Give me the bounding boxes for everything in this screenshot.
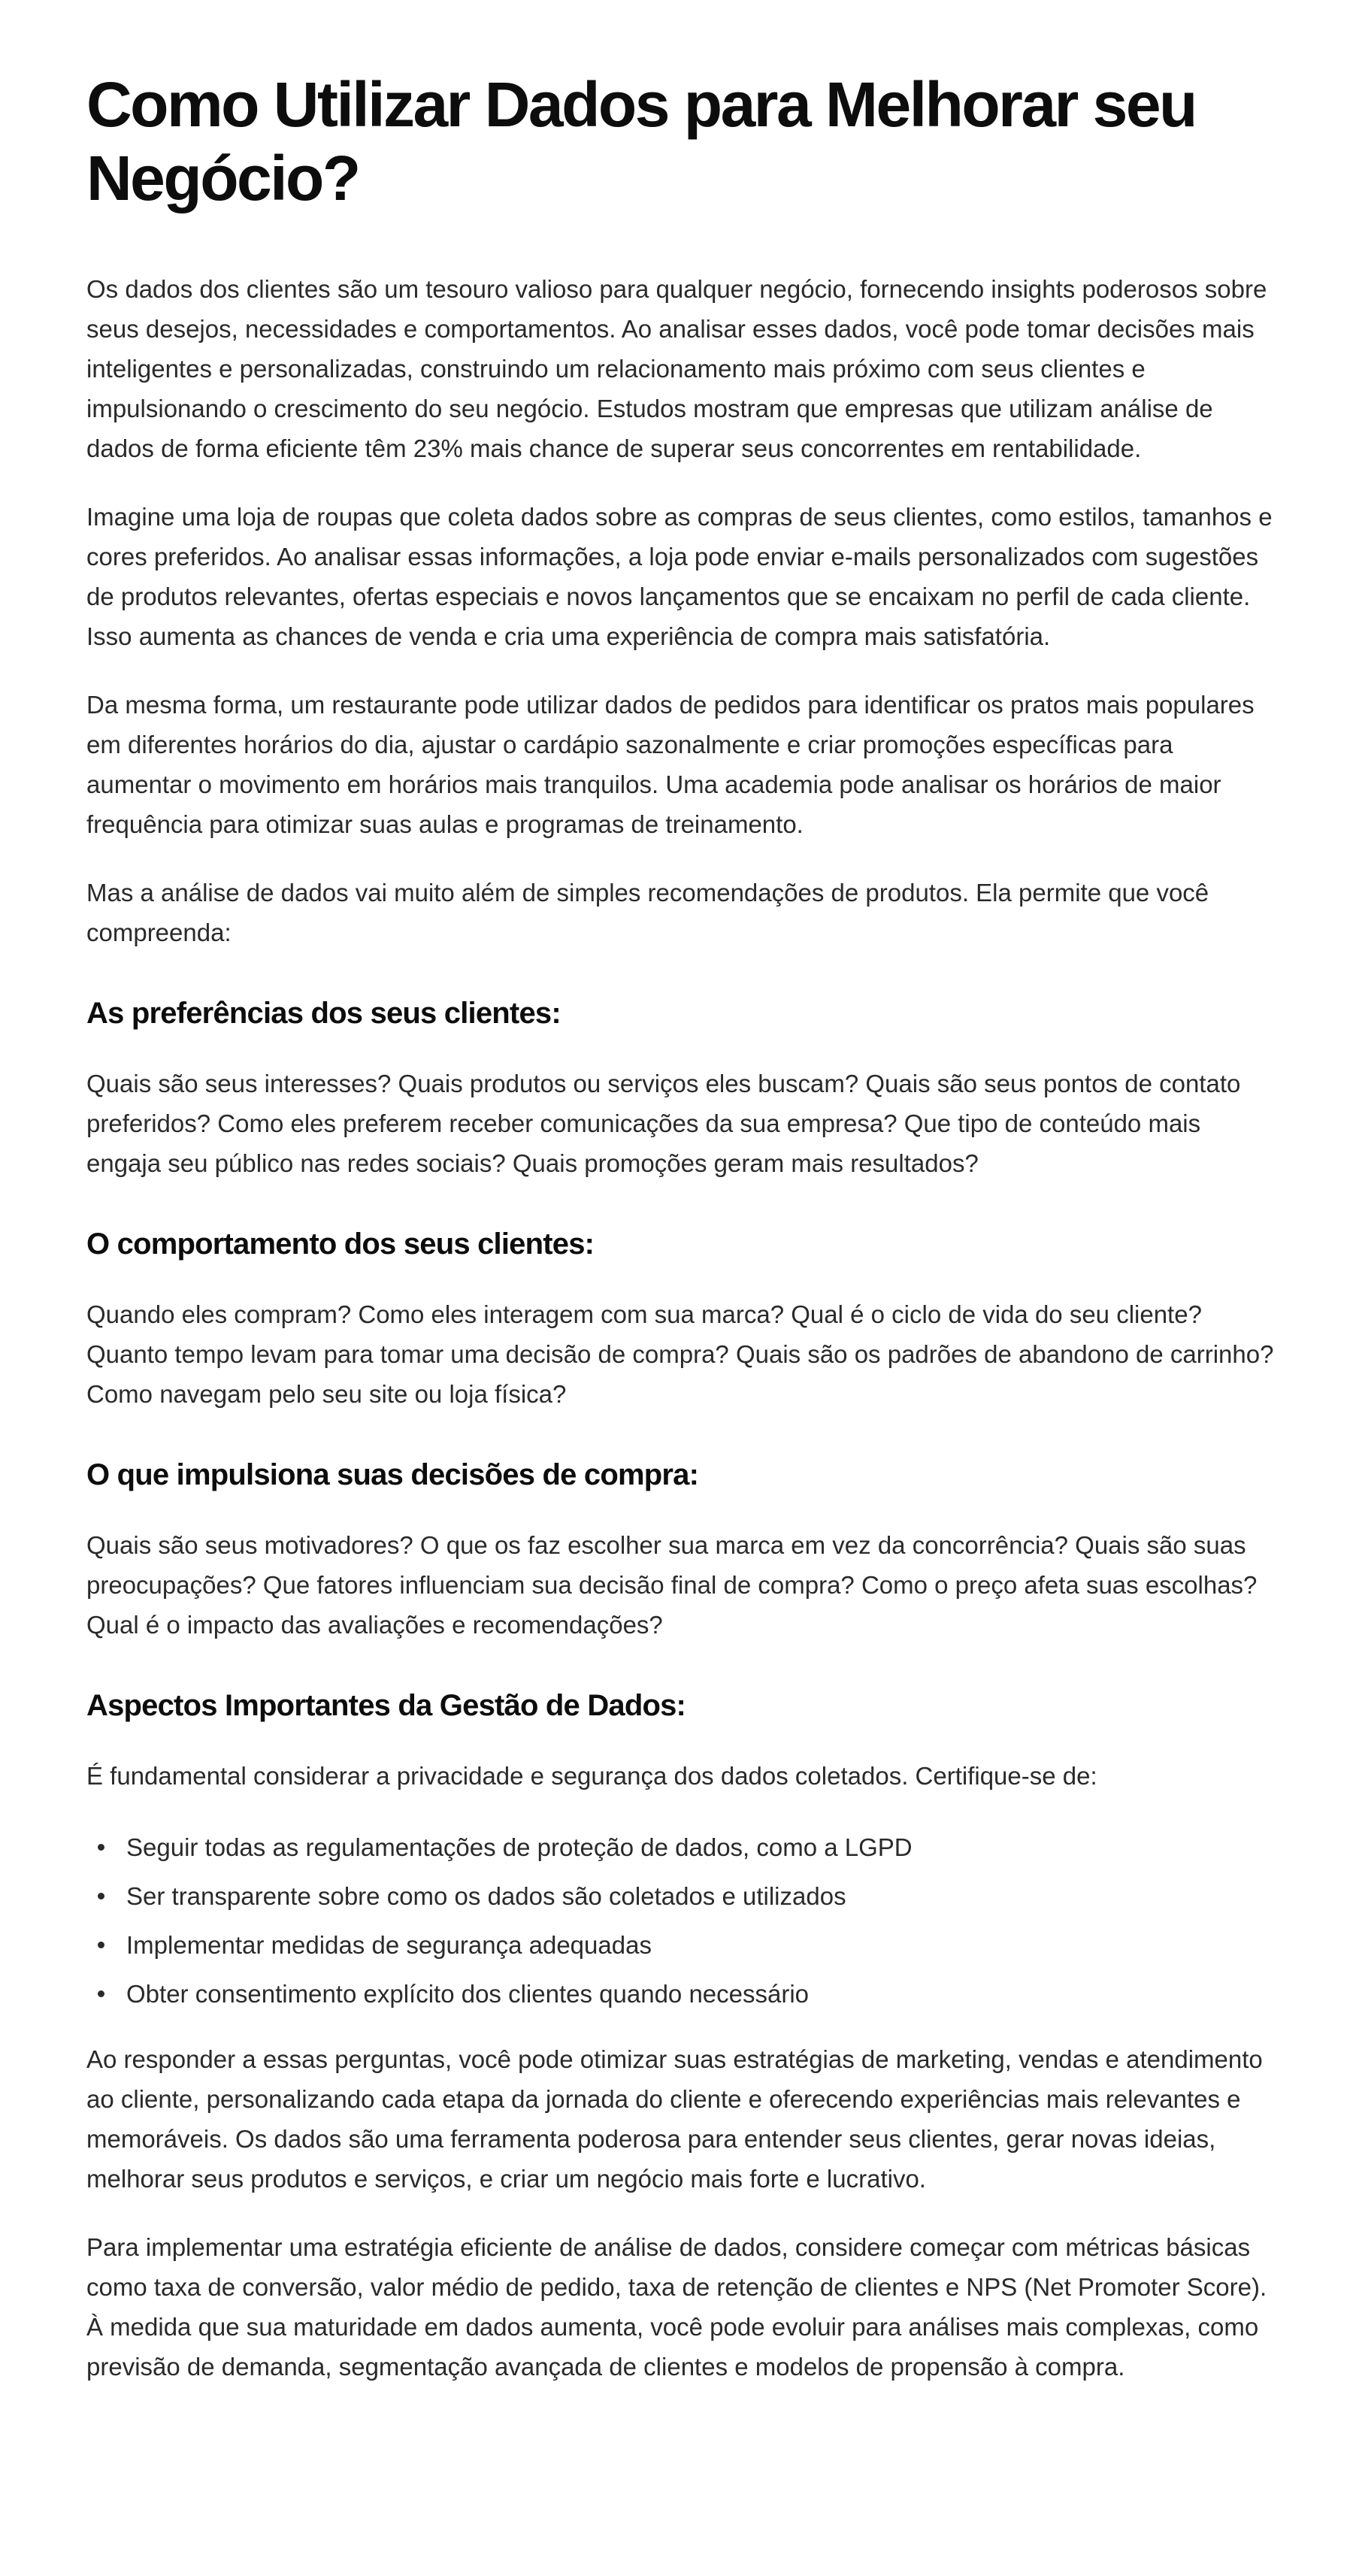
section-heading: O comportamento dos seus clientes: <box>86 1227 595 1261</box>
list-item-text: Implementar medidas de segurança adequadas <box>126 1931 652 1959</box>
section-heading: O que impulsiona suas decisões de compra: <box>86 1458 699 1491</box>
intro-paragraph: Imagine uma loja de roupas que coleta dados sobre as compras de seus clientes, como estilos, tamanhos e cores preferidos. Ao analisar essas informações, a loja pode enviar e-mails personalizados com sugestões de produtos relevantes, ofertas especiais e novos lançamentos que se encaixam no perfil de cada cliente. Isso aumenta as chances de venda e cria uma experiência de compra mais satisfatória. <box>86 503 1273 650</box>
section-paragraph: Quais são seus motivadores? O que os faz escolher sua marca em vez da concorrência? Quais são suas preocupações? Que fatores influenciam sua decisão final de compra? Como o preço afeta suas escolhas? Qual é o impacto das avaliações e recomendações? <box>86 1531 1258 1639</box>
bullet-icon <box>98 1942 104 1948</box>
section-data-management <box>86 1685 1278 2014</box>
intro-paragraph: Os dados dos clientes são um tesouro valioso para qualquer negócio, fornecendo insights poderosos sobre seus desejos, necessidades e comportamentos. Ao analisar esses dados, você pode tomar decisões mais inteligentes e personalizadas, construindo um relacionamento mais próximo com seus clientes e impulsionando o crescimento do seu negócio. Estudos mostram que empresas que utilizam análise de dados de forma eficiente têm 23% mais chance de superar seus concorrentes em rentabilidade. <box>86 275 1267 462</box>
list-item-text: Ser transparente sobre como os dados são coletados e utilizados <box>126 1882 846 1910</box>
section-behavior <box>86 1224 1278 1414</box>
article <box>86 0 1278 2387</box>
bullet-list <box>86 1827 1278 2014</box>
section-paragraph: Quais são seus interesses? Quais produtos ou serviços eles buscam? Quais são seus pontos de contato preferidos? Como eles preferem receber comunicações da sua empresa? Que tipo de conteúdo mais engaja seu público nas redes sociais? Quais promoções geram mais resultados? <box>86 1070 1241 1177</box>
intro-paragraph: Da mesma forma, um restaurante pode utilizar dados de pedidos para identificar os pratos mais populares em diferentes horários do dia, ajustar o cardápio sazonalmente e criar promoções específicas para aumentar o movimento em horários mais tranquilos. Uma academia pode analisar os horários de maior frequência para otimizar suas aulas e programas de treinamento. <box>86 691 1255 838</box>
section-paragraph: É fundamental considerar a privacidade e segurança dos dados coletados. Certifique-se de: <box>86 1762 1097 1790</box>
list-item <box>86 1925 1278 1965</box>
section-heading: As preferências dos seus clientes: <box>86 997 561 1030</box>
closing-paragraph: Ao responder a essas perguntas, você pode otimizar suas estratégias de marketing, vendas e atendimento ao cliente, personalizando cada etapa da jornada do cliente e oferecendo experiências mais relevantes e memoráveis. Os dados são uma ferramenta poderosa para entender seus clientes, gerar novas ideias, melhorar seus produtos e serviços, e criar um negócio mais forte e lucrativo. <box>86 2045 1263 2193</box>
list-item <box>86 1876 1278 1916</box>
bullet-icon <box>98 1990 104 1997</box>
section-heading: Aspectos Importantes da Gestão de Dados: <box>86 1689 686 1722</box>
list-item-text: Seguir todas as regulamentações de proteção de dados, como a LGPD <box>126 1833 913 1861</box>
list-item-text: Obter consentimento explícito dos clientes quando necessário <box>126 1980 810 2008</box>
closing-paragraph: Para implementar uma estratégia eficiente de análise de dados, considere começar com métricas básicas como taxa de conversão, valor médio de pedido, taxa de retenção de clientes e NPS (Net Promoter Score). À medida que sua maturidade em dados aumenta, você pode evoluir para análises mais complexas, como previsão de demanda, segmentação avançada de clientes e modelos de propensão à compra. <box>86 2233 1267 2381</box>
section-preferences <box>86 993 1278 1183</box>
list-item <box>86 1974 1278 2014</box>
section-purchase-drivers <box>86 1454 1278 1645</box>
section-paragraph: Quando eles compram? Como eles interagem com sua marca? Qual é o ciclo de vida do seu cliente? Quanto tempo levam para tomar uma decisão de compra? Quais são os padrões de abandono de carrinho? Como navegam pelo seu site ou loja física? <box>86 1300 1274 1408</box>
list-item <box>86 1827 1278 1867</box>
bullet-icon <box>98 1893 104 1899</box>
bullet-icon <box>98 1844 104 1851</box>
page-title: Como Utilizar Dados para Melhorar seu Negócio? <box>86 69 1196 213</box>
intro-paragraph: Mas a análise de dados vai muito além de simples recomendações de produtos. Ela permite que você compreenda: <box>86 879 1209 946</box>
